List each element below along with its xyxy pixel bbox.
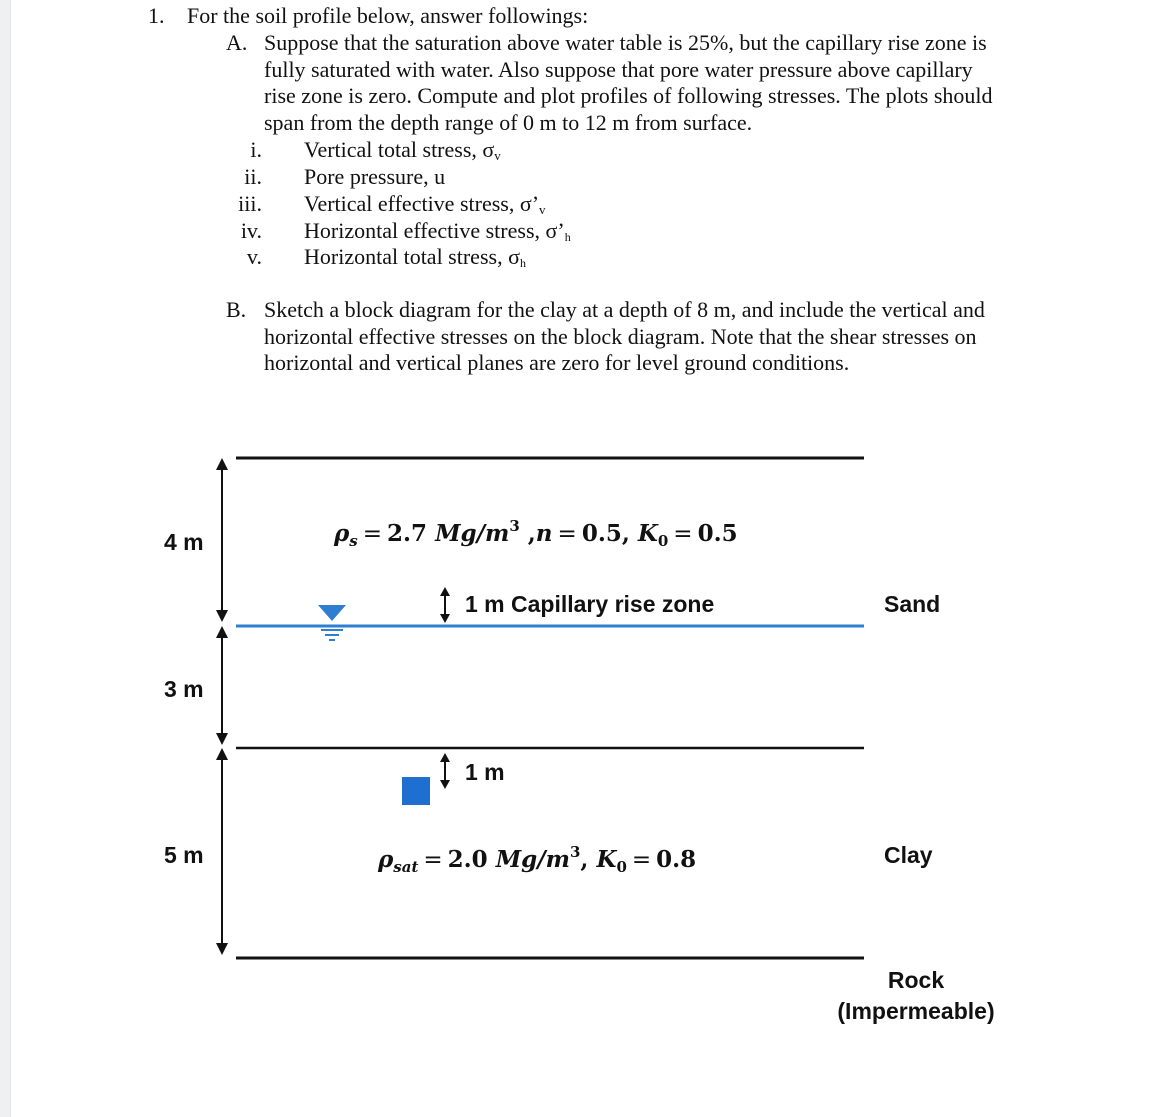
part-b-line: Sketch a block diagram for the clay at a depth of 8 m, and include the vertical and xyxy=(264,297,985,322)
block-depth-label: 1 m xyxy=(465,759,505,785)
part-b-line: horizontal effective stresses on the block diagram. Note that the shear stresses on xyxy=(264,323,977,349)
clay-block-element xyxy=(402,777,430,805)
part-b-letter: B. xyxy=(226,297,247,322)
dimension-arrow-middle xyxy=(216,626,228,745)
sand-layer-label: Sand xyxy=(884,591,941,617)
clay-layer-label: Clay xyxy=(884,842,933,868)
water-table-symbol xyxy=(318,605,346,640)
part-a-line: rise zone is zero. Compute and plot profiles of following stresses. The plots should xyxy=(264,83,993,109)
middle-thickness-label: 3 m xyxy=(164,676,204,702)
rock-layer-label: Rock xyxy=(887,967,945,993)
part-a-letter: A. xyxy=(226,30,248,55)
item-numeral: ii. xyxy=(244,164,262,189)
item-horizontal-effective-stress: Horizontal effective stress, σ’h xyxy=(304,218,571,244)
item-vertical-total-stress: Vertical total stress, $\sigma_v$ xyxy=(304,137,501,163)
clay-properties-equation: $\rho_{sat} = 2.0$ $Mg/m^3$, $K_0 = 0.8$ xyxy=(378,843,697,876)
question-heading: For the soil profile below, answer followings: xyxy=(187,3,589,28)
part-a-line: Suppose that the saturation above water table is 25%, but the capillary rise zone is xyxy=(264,30,987,55)
item-numeral: iii. xyxy=(238,191,262,216)
dimension-arrow-sand xyxy=(216,458,228,622)
capillary-rise-zone-label: 1 m Capillary rise zone xyxy=(465,591,715,617)
rock-impermeable-note: (Impermeable) xyxy=(837,998,995,1024)
item-pore-pressure: Pore pressure, u xyxy=(304,164,446,189)
sand-thickness-label: 4 m xyxy=(164,529,204,555)
item-numeral: v. xyxy=(246,244,262,269)
part-b-line: horizontal and vertical planes are zero for level ground conditions. xyxy=(264,350,850,376)
question-number: 1. xyxy=(148,3,165,28)
dimension-arrow-clay xyxy=(216,748,228,955)
block-depth-double-arrow xyxy=(440,753,450,789)
part-a-line: span from the depth range of 0 m to 12 m from surface. xyxy=(264,109,753,135)
item-vertical-effective-stress: Vertical effective stress, $\sigma’_v$ xyxy=(304,191,546,217)
item-numeral: i. xyxy=(250,137,262,162)
part-a-line: fully saturated with water. Also suppose that pore water pressure above capillary xyxy=(264,56,973,82)
item-horizontal-total-stress: Horizontal total stress, σh xyxy=(304,244,526,270)
clay-thickness-label: 5 m xyxy=(164,842,204,868)
item-numeral: iv. xyxy=(240,218,262,243)
capillary-double-arrow xyxy=(440,587,450,623)
sand-properties-equation: $\rho_s = 2.7$ $Mg/m^3$ ,n = 0.5, $K_0 = 0.5$ xyxy=(334,517,738,550)
